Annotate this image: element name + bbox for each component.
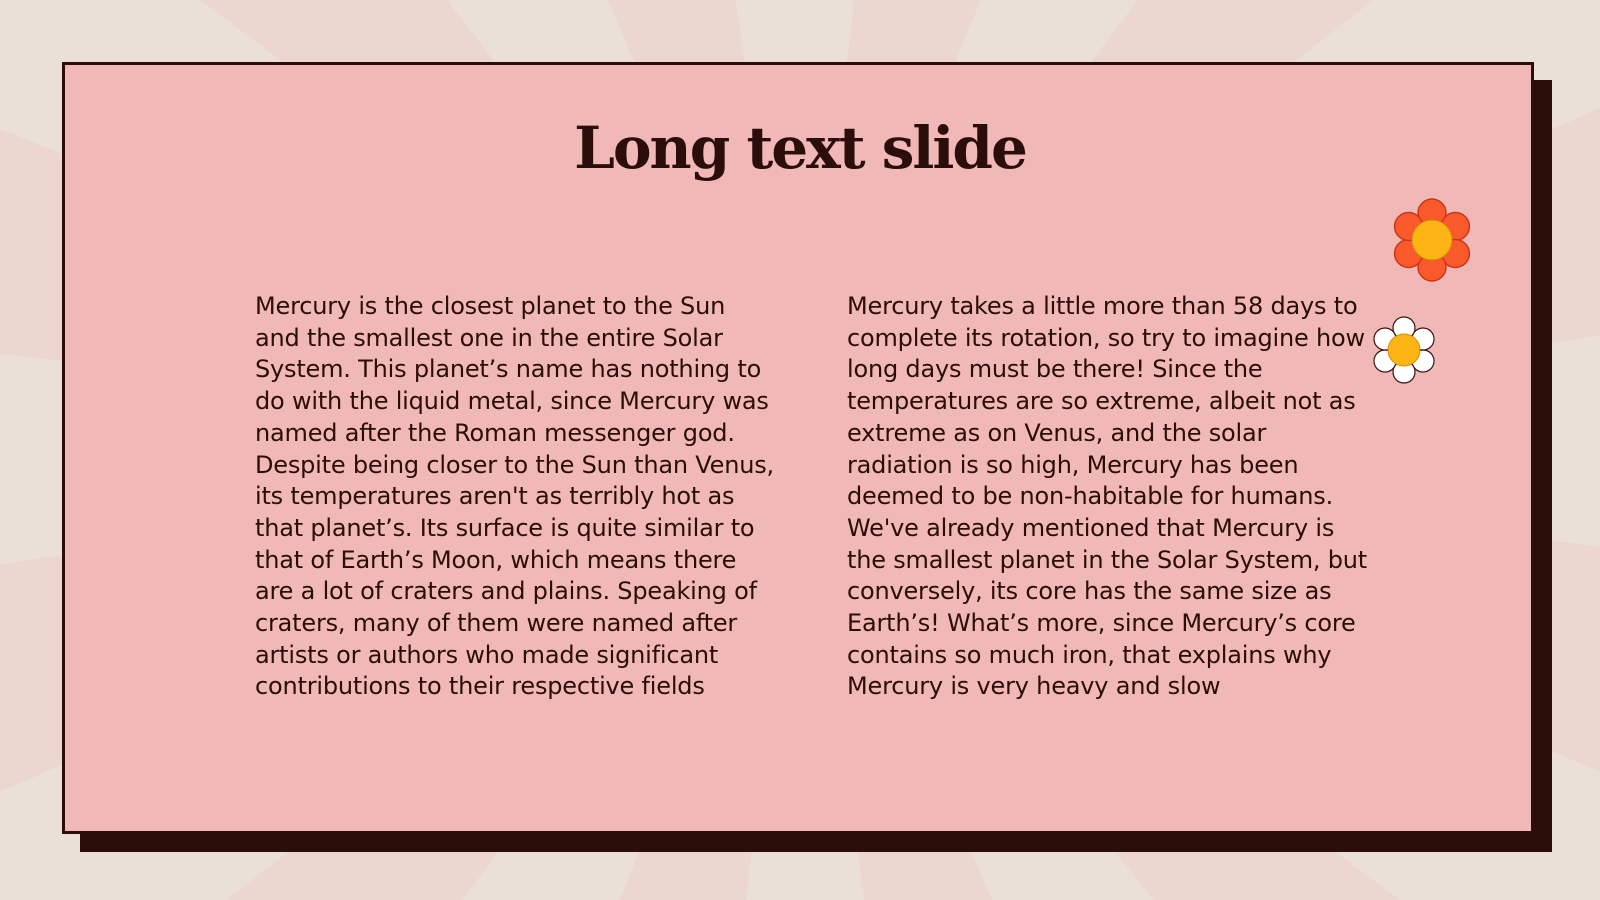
text-column-left: Mercury is the closest planet to the Sun and the smallest one in the entire Solar System. This planet’s name has nothing to do with the liquid metal, since Mercury was named after the Roman messenger god. Despite being closer to the Sun than Venus, its temperatures aren't as terribly hot as that planet’s. Its surface is quite similar to that of Earth’s Moon, which means there are a lot of craters and plains. Speaking of craters, many of them were named after artists or authors who made significant contributions to their respective fields xyxy=(255,292,774,701)
slide-title: Long text slide xyxy=(574,114,1026,182)
white-flower-icon xyxy=(1368,314,1440,386)
red-flower-icon xyxy=(1388,196,1476,284)
text-column-right: Mercury takes a little more than 58 days to complete its rotation, so try to imagine how long days must be there! Since the temperatures are so extreme, albeit not as extreme as on Venus, and the solar radiation is so high, Mercury has been deemed to be non-habitable for humans. We've already mentioned that Mercury is the smallest planet in the Solar System, but conversely, its core has the same size as Earth’s! What’s more, since Mercury’s core contains so much iron, that explains why Mercury is very heavy and slow xyxy=(847,292,1367,701)
